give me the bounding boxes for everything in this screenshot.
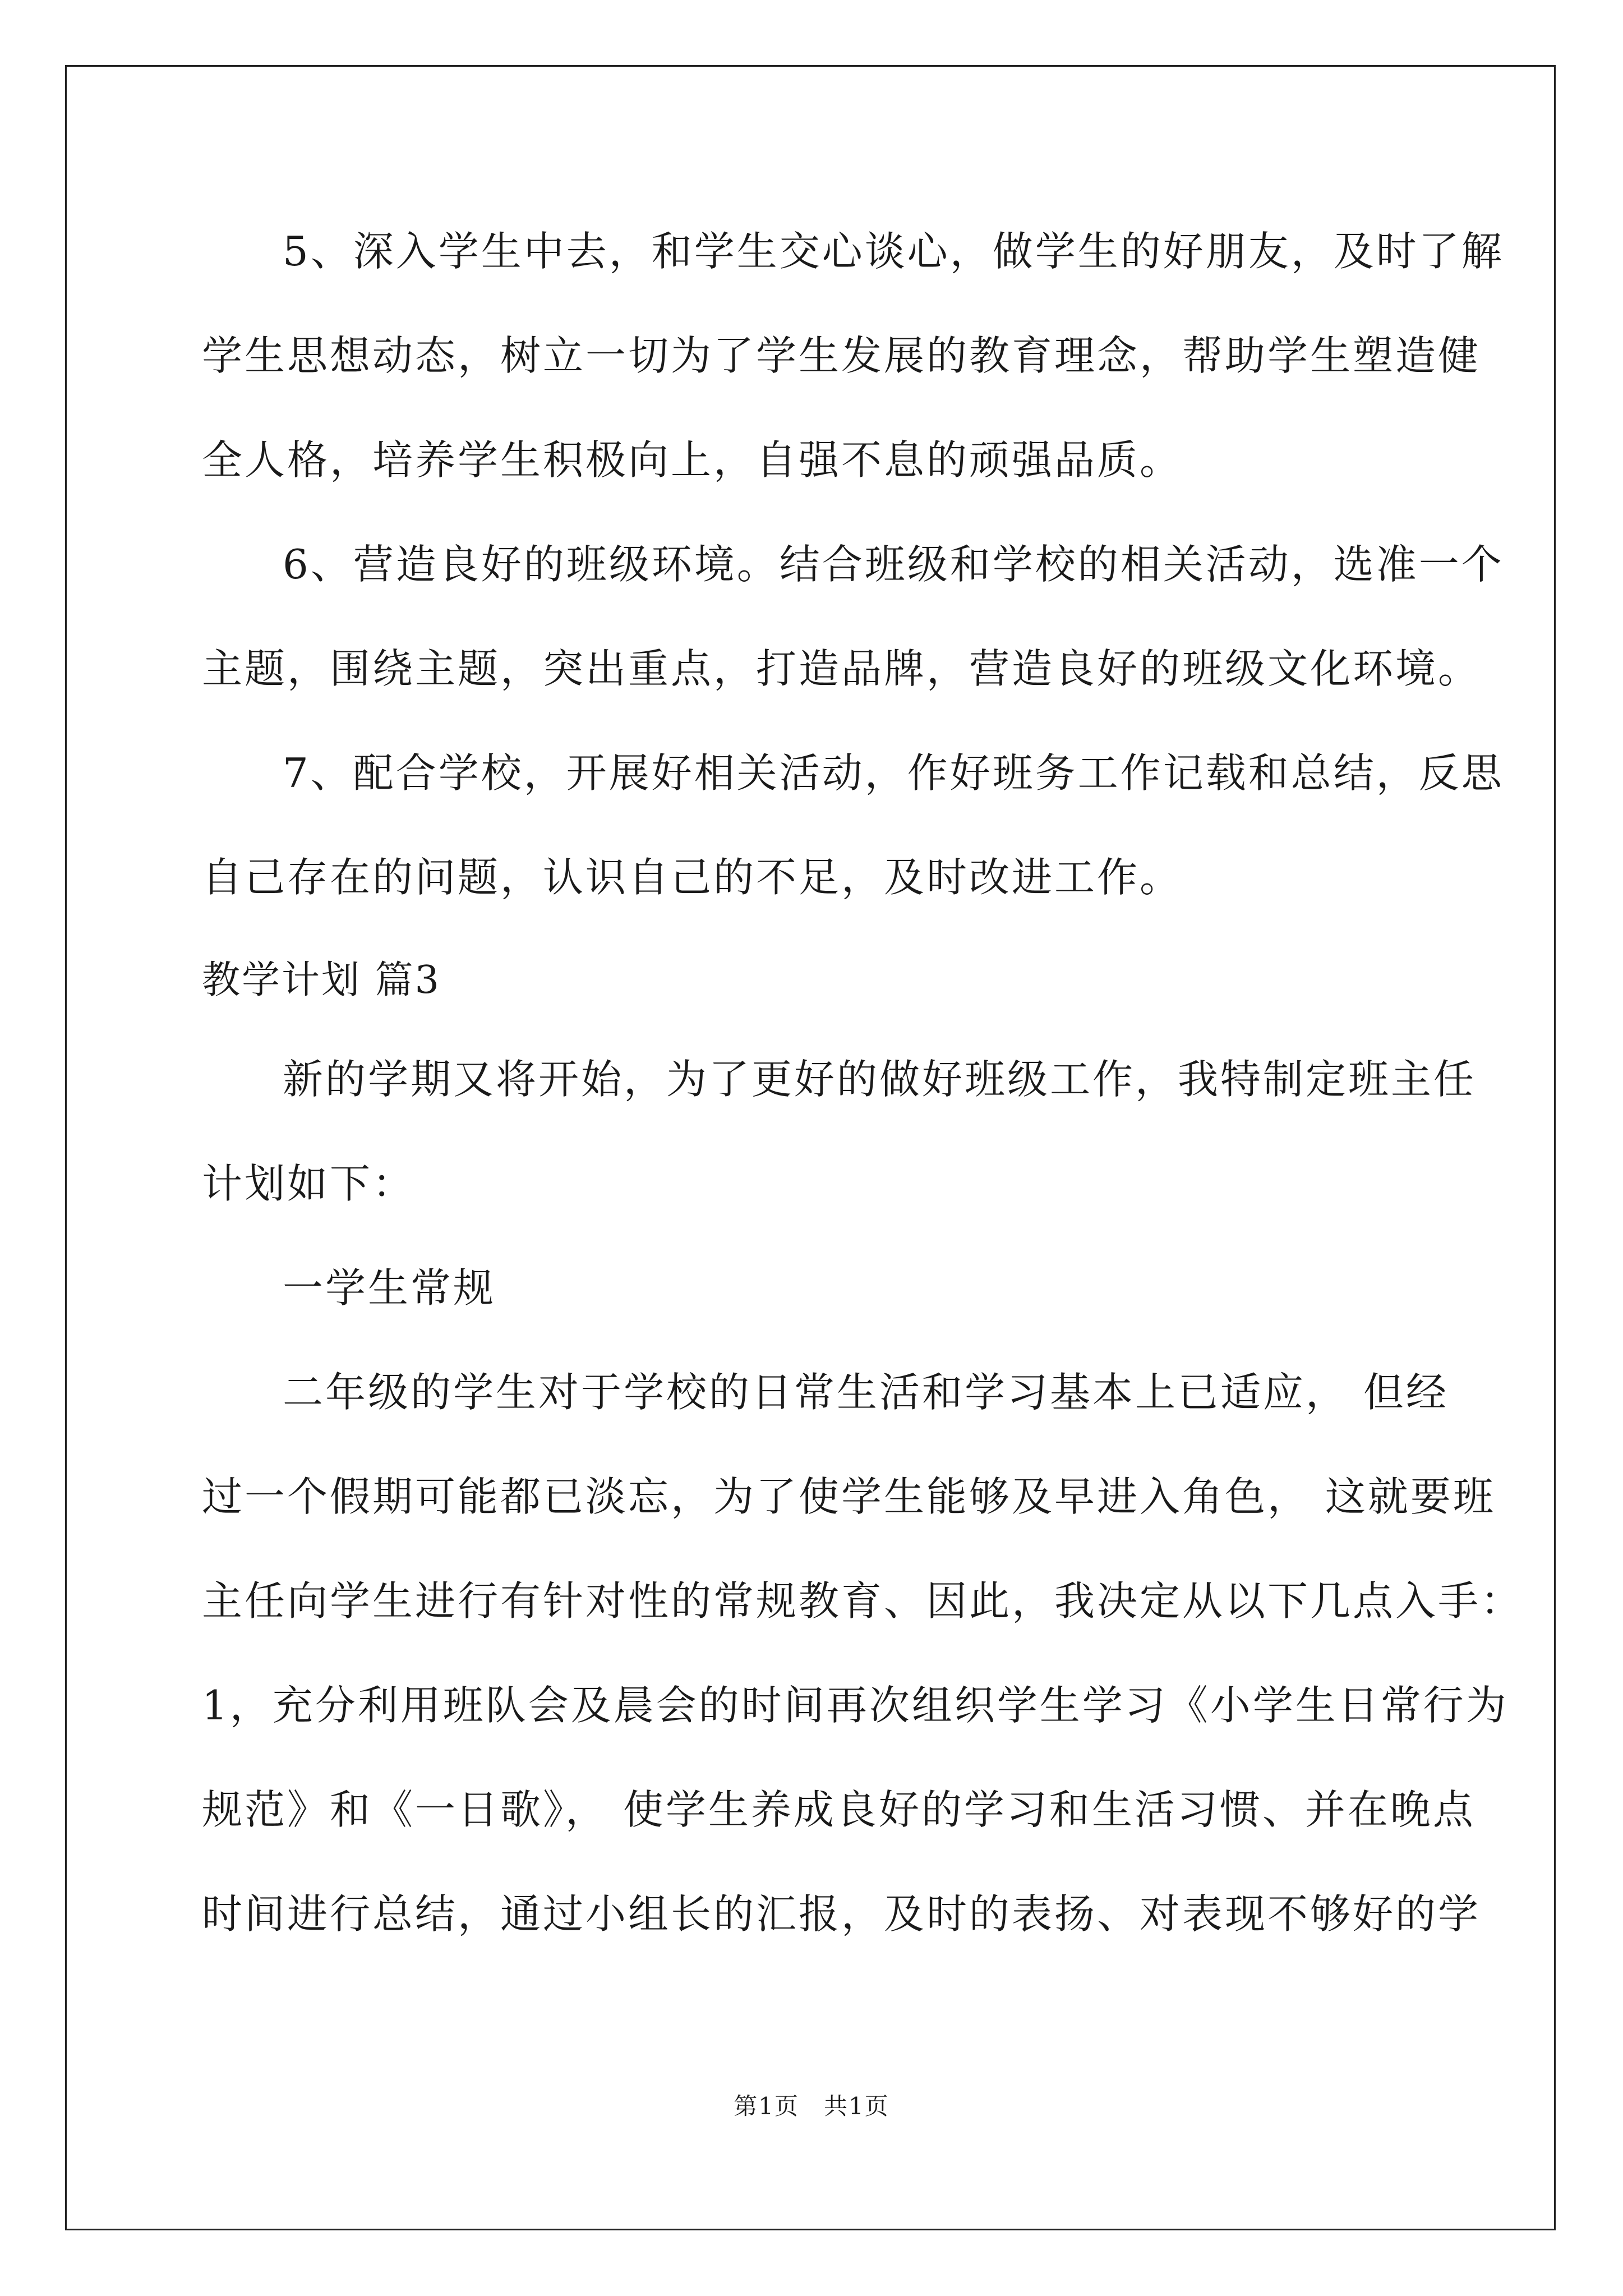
paragraph-6-line-2: 主题，围绕主题，突出重点，打造品牌，营造良好的班级文化环境。 [202, 645, 1481, 692]
paragraph-5-line-2: 学生思想动态，树立一切为了学生发展的教育理念，帮助学生塑造健 [202, 332, 1481, 379]
routine-paragraph-line-4: 1，充分利用班队会及晨会的时间再次组织学生学习《小学生日常行为 [202, 1682, 1509, 1729]
paragraph-5-line-1: 5、深入学生中去，和学生交心谈心，做学生的好朋友，及时了解 [283, 228, 1504, 275]
routine-paragraph-line-1: 二年级的学生对于学校的日常生活和学习基本上已适应， 但经 [283, 1369, 1449, 1416]
page-number-footer: 第1页 共1页 [734, 2092, 889, 2120]
paragraph-7-line-2: 自己存在的问题，认识自己的不足，及时改进工作。 [202, 854, 1183, 901]
routine-paragraph-line-5: 规范》和《一日歌》， 使学生养成良好的学习和生活习惯、并在晚点 [202, 1786, 1476, 1833]
routine-paragraph-line-3: 主任向学生进行有针对性的常规教育、因此，我决定从以下几点入手： [202, 1577, 1524, 1625]
paragraph-5-line-3: 全人格，培养学生积极向上，自强不息的顽强品质。 [202, 436, 1183, 484]
routine-paragraph-line-6: 时间进行总结，通过小组长的汇报，及时的表扬、对表现不够好的学 [202, 1890, 1481, 1938]
paragraph-7-line-1: 7、配合学校，开展好相关活动，作好班务工作记载和总结，反思 [283, 749, 1504, 797]
intro-line-2: 计划如下： [202, 1160, 416, 1207]
subheading-student-routine: 一学生常规 [283, 1264, 496, 1312]
intro-line-1: 新的学期又将开始，为了更好的做好班级工作，我特制定班主任 [283, 1056, 1477, 1103]
paragraph-6-line-1: 6、营造良好的班级环境。结合班级和学校的相关活动，选准一个 [283, 541, 1504, 588]
routine-paragraph-line-2: 过一个假期可能都已淡忘，为了使学生能够及早进入角色， 这就要班 [202, 1473, 1496, 1520]
section-heading: 教学计划 篇3 [202, 958, 441, 1002]
